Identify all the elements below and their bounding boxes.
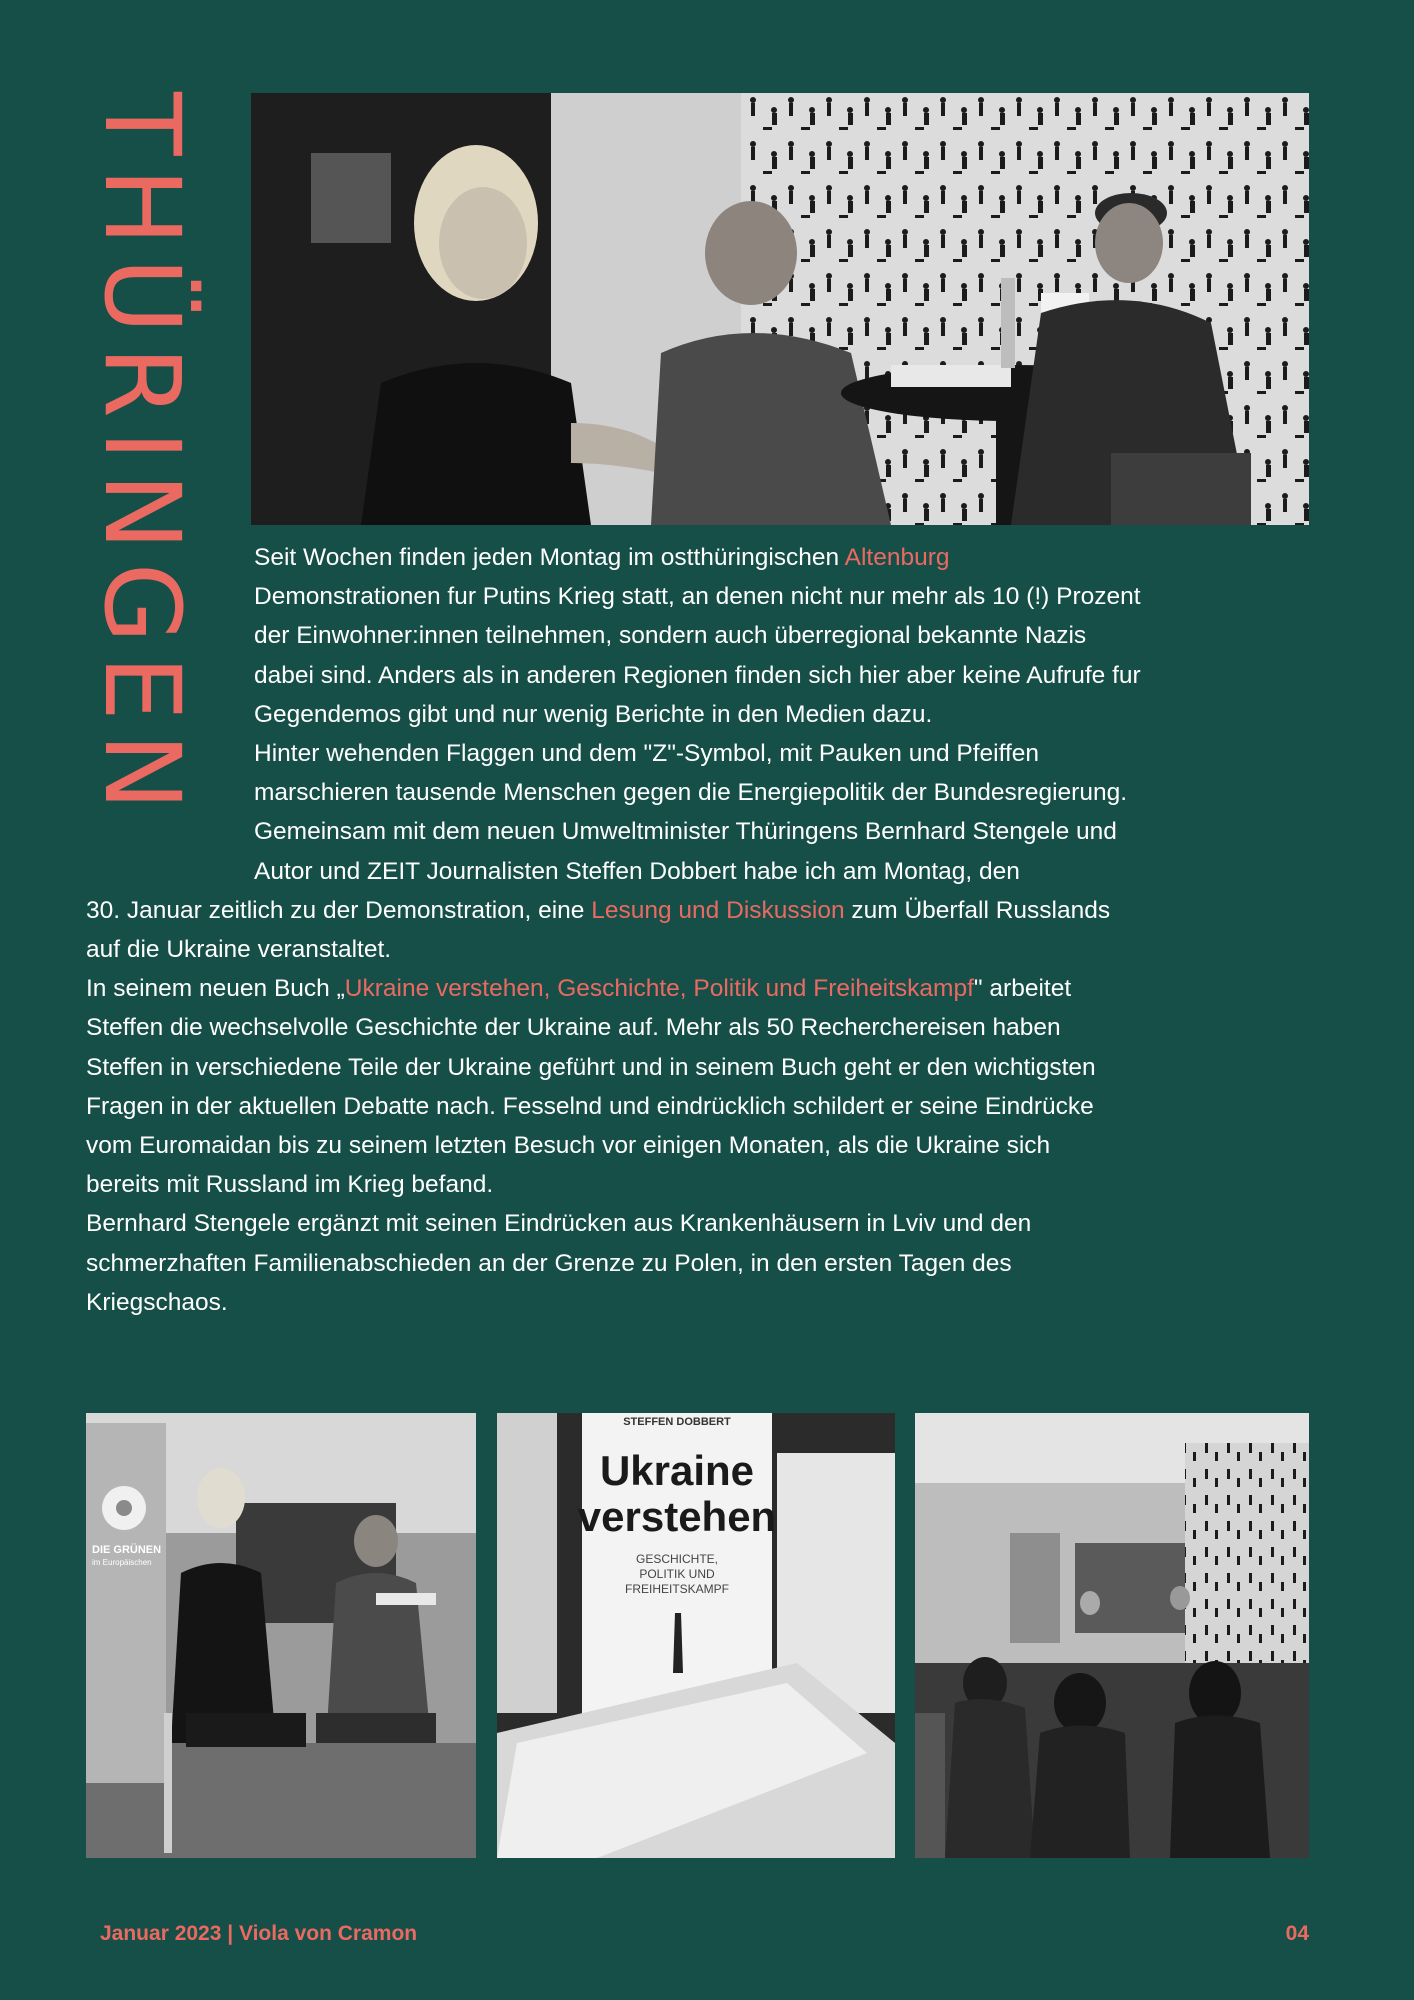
paragraph-3: In seinem neuen Buch „Ukraine verstehen, Geschichte, Politik und Freiheitskampf" arbeitet Steffen die wechselvolle Geschichte der Ukraine auf. Mehr als 50 Recherchereisen haben Steffen in verschiedene Teile der Ukraine geführt und in seinem Buch geht er den wichtigsten Fragen in der aktuellen Debatte nach. Fesselnd und eindrücklich schildert er seine Eindrücke vom Euromaidan bis zu seinem letzten Besuch vor einigen Monaten, als die Ukraine sich bereits mit Russland im Krieg befand. [86,975,1096,1199]
footer-date-author: Januar 2023 | Viola von Cramon [100,1922,418,1945]
page-number: 04 [1285,1922,1309,1945]
paragraph-2-continued: 30. Januar zeitlich zu der Demonstration, eine Lesung und Diskussion zum Überfall Russlands auf die Ukraine veranstaltet. [86,896,1111,964]
photo-book-ukraine-verstehen [497,1413,895,1858]
link-altenburg[interactable]: Altenburg [844,544,950,571]
book-author-text: STEFFEN DOBBERT [623,1416,731,1428]
paragraph-1: Seit Wochen finden jeden Montag im ostthüringischen Altenburg Demonstrationen fur Putins Krieg statt, an denen nicht nur mehr als 10 (!) Prozent der Einwohner:innen teilnehmen, sondern auch überregional bekannte Nazis dabei sind. Anders als in anderen Regionen finden sich hier aber keine Aufrufe fur Gegendemos gibt und nur wenig Berichte in den Medien dazu. [254,544,1141,728]
photo-speakers-seated [86,1413,476,1858]
banner-text-line2: im Europäischen [92,1558,152,1567]
article-body [86,538,1316,1322]
book-title-line2: verstehen [577,1493,777,1540]
hero-photo-panel-discussion [251,93,1309,525]
book-title-line1: Ukraine [599,1447,755,1494]
book-subtitle-line2: POLITIK UND [639,1567,715,1581]
link-book-title[interactable]: Ukraine verstehen, Geschichte, Politik und Freiheitskampf [344,975,974,1003]
photo-audience [915,1413,1309,1858]
book-subtitle-line1: GESCHICHTE, [635,1552,719,1566]
banner-text-line1: DIE GRÜNEN [92,1544,162,1556]
link-lesung-diskussion[interactable]: Lesung und Diskussion [591,896,845,924]
book-subtitle-line3: FREIHEITSKAMPF [624,1582,730,1596]
section-title-text: THÜRINGEN [81,92,203,823]
paragraph-4: Bernhard Stengele ergänzt mit seinen Eindrücken aus Krankenhäusern in Lviv und den schmerzhaften Familienabschieden an der Grenze zu Polen, in den ersten Tagen des Kriegschaos. [86,1210,1032,1316]
paragraph-2-indented: Hinter wehenden Flaggen und dem "Z"-Symbol, mit Pauken und Pfeiffen marschieren tausende Menschen gegen die Energiepolitik der Bundesregierung. Gemeinsam mit dem neuen Umweltminister Thüringens Bernhard Stengele und Autor und ZEIT Journalisten Steffen Dobbert habe ich am Montag, den [254,740,1128,885]
